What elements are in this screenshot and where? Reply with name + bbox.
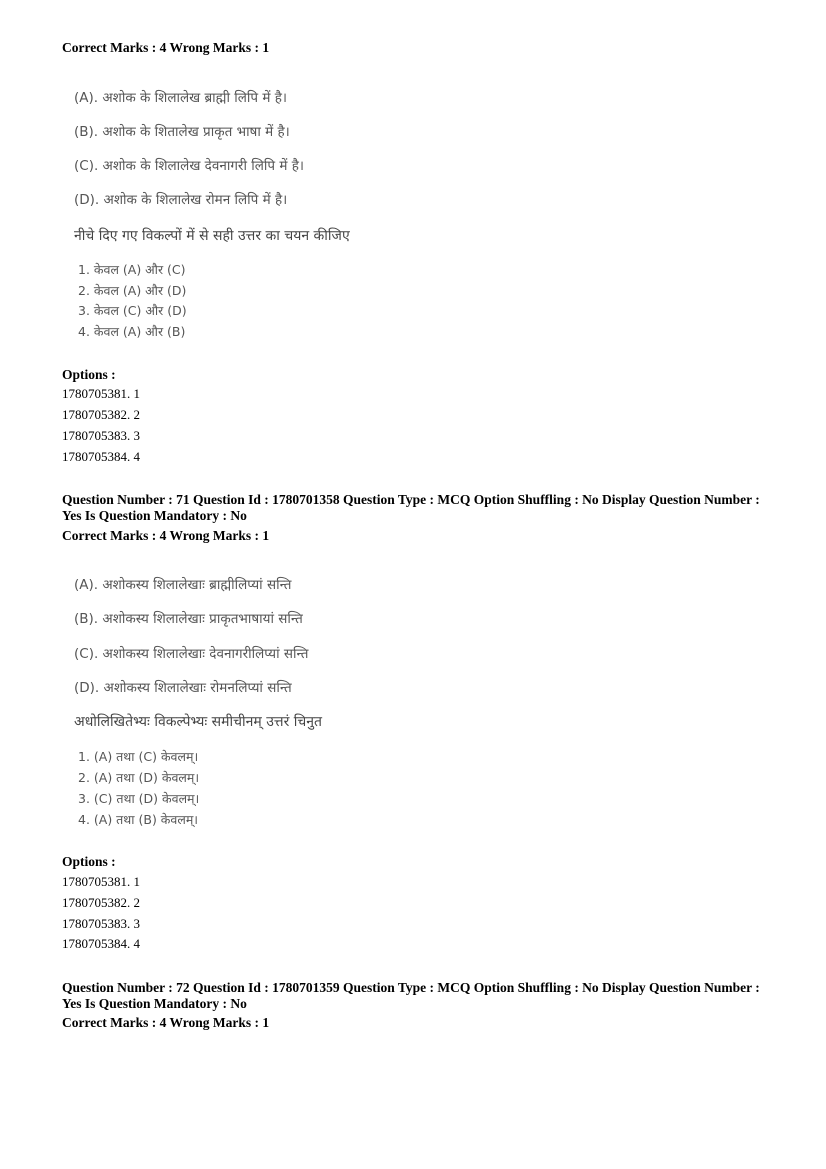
- question-header: Question Number : 71 Question Id : 1780701358 Question Type : MCQ Option Shuffling : No Display Question Number : Yes Is Question Mandatory : No: [62, 492, 760, 523]
- option-1: 1780705381. 1: [62, 386, 140, 401]
- option-4: 1780705384. 4: [62, 936, 140, 951]
- option-2: 1780705382. 2: [62, 407, 140, 422]
- choice-2: 2. केवल (A) और (D): [78, 283, 187, 298]
- choice-1: 1. (A) तथा (C) केवलम्।: [78, 749, 199, 764]
- statement-c: (C). अशोक के शिलालेख देवनागरी लिपि में है।: [74, 158, 304, 174]
- options-label: Options :: [62, 854, 116, 869]
- statement-a: (A). अशोकस्य शिलालेखाः ब्राह्मीलिप्यां सन्ति: [74, 577, 292, 593]
- marks-line: Correct Marks : 4 Wrong Marks : 1: [62, 40, 270, 55]
- statement-b: (B). अशोक के शितालेख प्राकृत भाषा में है।: [74, 124, 290, 140]
- option-3: 1780705383. 3: [62, 916, 140, 931]
- choice-3: 3. (C) तथा (D) केवलम्।: [78, 791, 200, 806]
- instruction-text: नीचे दिए गए विकल्पों में से सही उत्तर का चयन कीजिए: [74, 228, 350, 244]
- choice-2: 2. (A) तथा (D) केवलम्।: [78, 770, 200, 785]
- choice-3: 3. केवल (C) और (D): [78, 303, 187, 318]
- option-1: 1780705381. 1: [62, 874, 140, 889]
- options-label: Options :: [62, 367, 116, 382]
- choice-1: 1. केवल (A) और (C): [78, 262, 186, 277]
- choice-4: 4. केवल (A) और (B): [78, 324, 186, 339]
- option-4: 1780705384. 4: [62, 449, 140, 464]
- marks-line: Correct Marks : 4 Wrong Marks : 1: [62, 528, 270, 543]
- statement-a: (A). अशोक के शिलालेख ब्राह्मी लिपि में है।: [74, 90, 288, 106]
- option-2: 1780705382. 2: [62, 895, 140, 910]
- option-3: 1780705383. 3: [62, 428, 140, 443]
- instruction-text: अधोलिखितेभ्यः विकल्पेभ्यः समीचीनम् उत्तरं चिनुत: [74, 714, 323, 730]
- choice-4: 4. (A) तथा (B) केवलम्।: [78, 812, 199, 827]
- marks-line: Correct Marks : 4 Wrong Marks : 1: [62, 1015, 270, 1030]
- statement-b: (B). अशोकस्य शिलालेखाः प्राकृतभाषायां सन्ति: [74, 611, 303, 627]
- statement-c: (C). अशोकस्य शिलालेखाः देवनागरीलिप्यां सन्ति: [74, 646, 309, 662]
- statement-d: (D). अशोक के शिलालेख रोमन लिपि में है।: [74, 192, 288, 208]
- statement-d: (D). अशोकस्य शिलालेखाः रोमनलिप्यां सन्ति: [74, 680, 292, 696]
- question-header: Question Number : 72 Question Id : 1780701359 Question Type : MCQ Option Shuffling : No Display Question Number : Yes Is Question Mandatory : No: [62, 980, 760, 1011]
